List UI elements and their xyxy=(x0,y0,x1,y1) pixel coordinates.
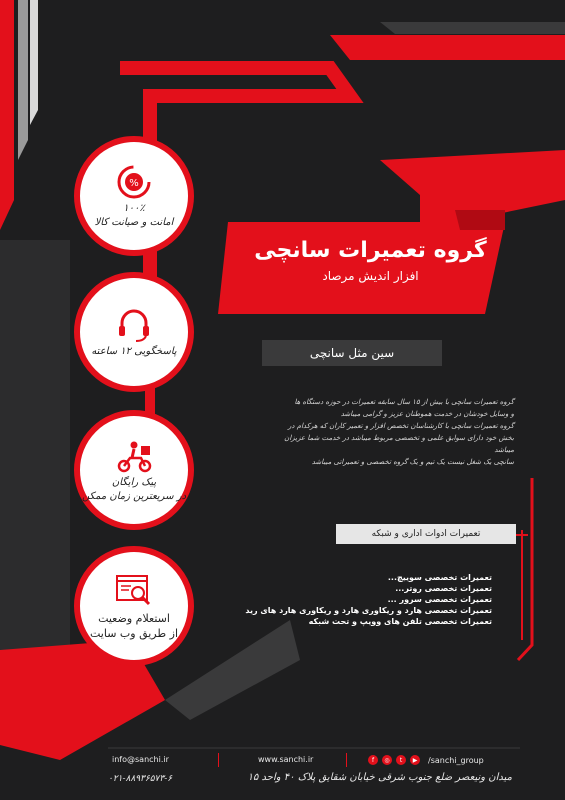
facebook-icon[interactable]: f xyxy=(368,755,378,765)
feature-1-label: امانت و صیانت کالا xyxy=(94,217,174,228)
feature-circle-safekeeping xyxy=(74,136,194,256)
percent-gauge-icon xyxy=(114,162,154,202)
web-search-icon xyxy=(114,571,154,611)
svg-text:%: % xyxy=(129,178,139,189)
about-line: سانچی یک شغل نیست یک تیم و یک گروه تخصصی و تعمیراتی میباشد xyxy=(311,458,514,466)
service-item: تعمیرات تخصصی سوییچ... xyxy=(387,573,492,582)
footer-social xyxy=(368,755,484,765)
feature-2-label: پاسخگویی ۱۲ ساعته xyxy=(91,346,177,357)
social-handle[interactable]: /sanchi_group xyxy=(428,755,484,765)
about-line: گروه تعمیرات سانچی با بیش از ۱۵ سال سابقه تعمیرات در حوزه دستگاه ها xyxy=(294,398,514,406)
delivery-scooter-icon xyxy=(114,436,154,476)
service-item: تعمیرات تخصصی سرور ... xyxy=(387,595,492,604)
services-list xyxy=(230,572,492,627)
service-item: تعمیرات تخصصی هارد و ریکاوری هارد و ریکاوری هارد های رید xyxy=(245,606,492,615)
feature-4-line1: استعلام وضعیت xyxy=(98,612,170,625)
feature-circle-inquiry xyxy=(74,546,194,666)
feature-circle-delivery xyxy=(74,410,194,530)
footer-website[interactable] xyxy=(258,755,313,764)
tagline: سین مثل سانچی xyxy=(262,340,442,366)
footer-email[interactable] xyxy=(112,755,169,764)
website-text[interactable]: www.sanchi.ir xyxy=(258,755,314,764)
about-line: و وسایل خودشان در خدمت هموطنان عزیز و گرامی میباشد xyxy=(340,410,514,418)
about-line: گروه تعمیرات سانچی با کارشناسان تخصص افزار و تعمیر کاران که هرکدام در xyxy=(288,422,514,430)
twitter-icon[interactable]: t xyxy=(396,755,406,765)
email-text[interactable]: info@sanchi.ir xyxy=(112,755,169,764)
feature-3-label: در سریعترین زمان ممکن xyxy=(81,491,187,502)
feature-1-value: ۱۰۰٪ xyxy=(123,203,145,214)
services-section-label: تعمیرات ادوات اداری و شبکه xyxy=(336,524,516,544)
footer-separator xyxy=(346,753,347,767)
feature-circle-support xyxy=(74,272,194,392)
feature-4-line2: از طریق وب سایت xyxy=(89,627,179,640)
headset-icon xyxy=(114,305,154,345)
footer-address: میدان ونیعصر ضلع جنوب شرقی خیابان شقایق پلاک ۴۰ واحد ۱۵ xyxy=(247,772,512,783)
about-line: بخش خود دارای سوابق علمی و تخصصی مربوط میباشد در خدمت شما عزیزان xyxy=(284,434,514,442)
instagram-icon[interactable]: ◎ xyxy=(382,755,392,765)
about-line: میباشد xyxy=(494,446,514,454)
company-subtitle: افزار اندیش مرصاد xyxy=(322,269,419,283)
service-item: تعمیرات تخصصی روتر... xyxy=(395,584,492,593)
service-item: تعمیرات تخصصی تلفن های وویپ و تحت شبکه xyxy=(308,617,492,626)
feature-3-title: پیک رایگان xyxy=(111,477,157,488)
title-block xyxy=(238,222,503,314)
footer-separator xyxy=(218,753,219,767)
footer-phone[interactable]: ۰۲۱-۸۸۹۳۶۵۷۳-۶ xyxy=(108,774,173,784)
youtube-icon[interactable]: ▶ xyxy=(410,755,420,765)
about-paragraph xyxy=(282,396,514,468)
company-title: گروه تعمیرات سانچی xyxy=(254,238,487,263)
